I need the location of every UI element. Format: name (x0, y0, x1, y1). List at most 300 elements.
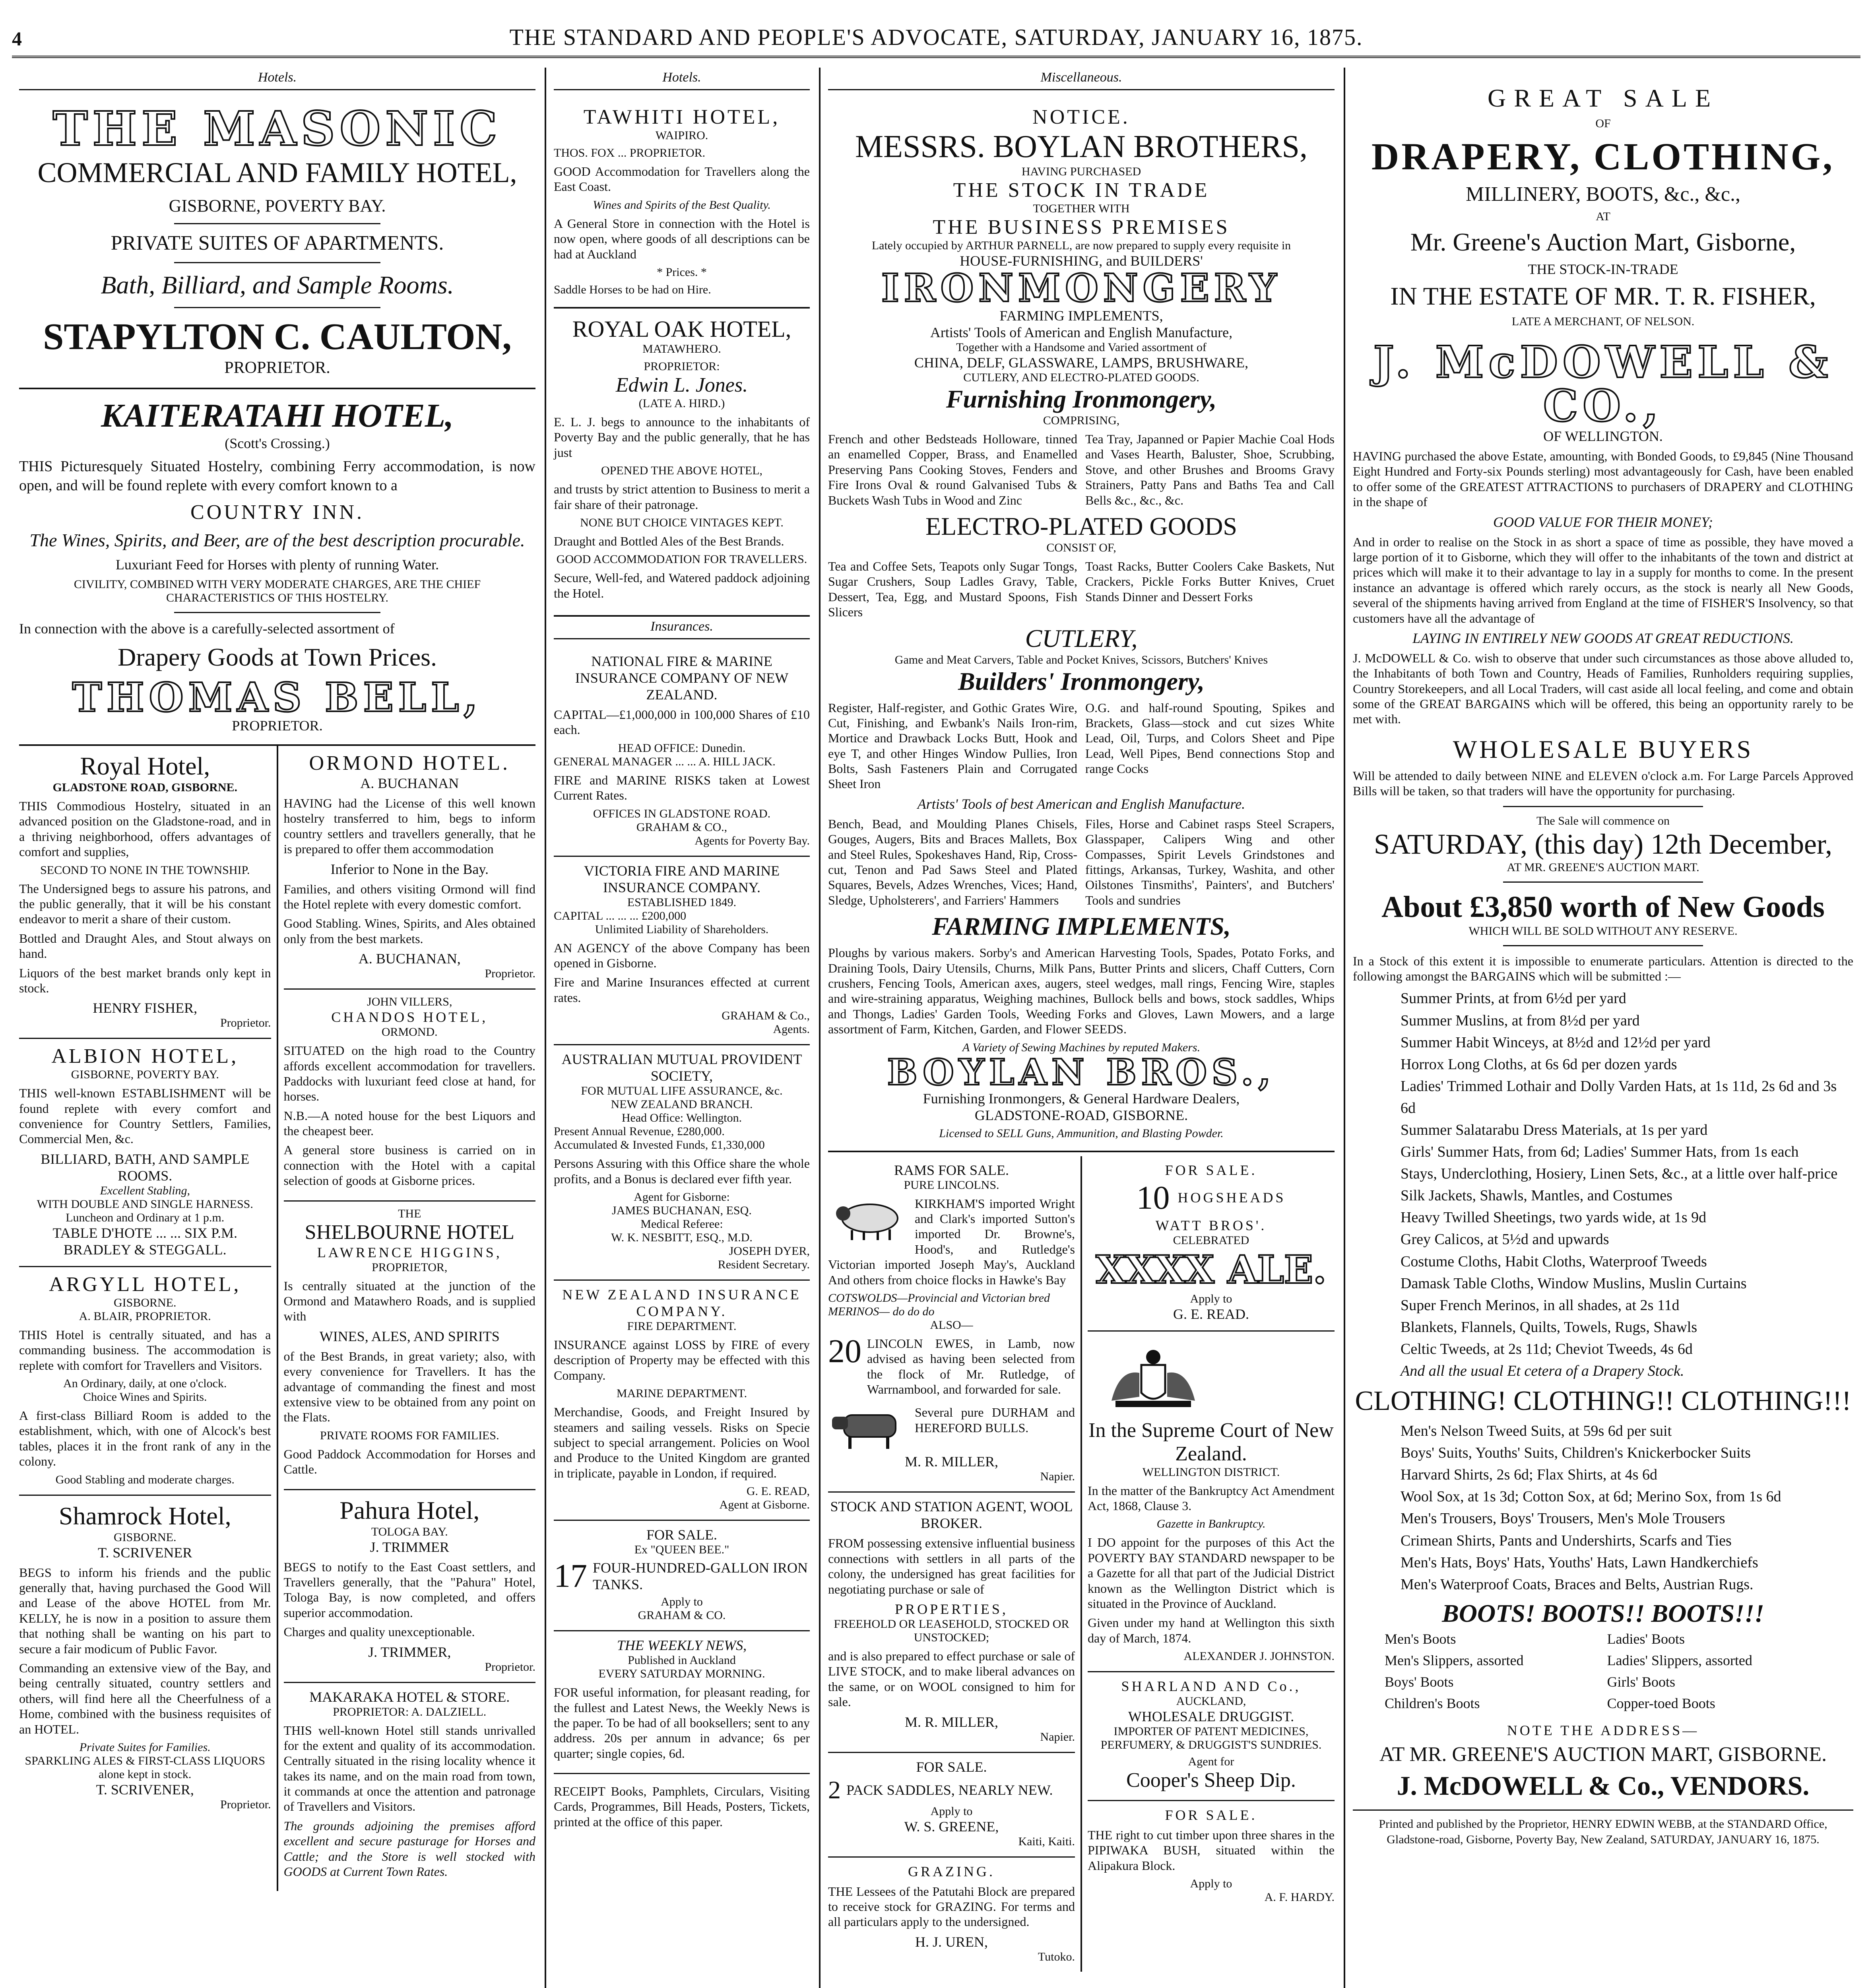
list-item: Silk Jackets, Shawls, Mantles, and Costumes (1401, 1187, 1672, 1204)
ad-xxxx-ale (1088, 1156, 1335, 1332)
court-given: Given under my hand at Wellington this sixth day of March, 1874. (1088, 1615, 1335, 1645)
victoria-title: VICTORIA FIRE AND MARINE INSURANCE COMPANY. (584, 862, 780, 895)
sale-saturday: SATURDAY, (this day) 12th December, (1373, 828, 1833, 860)
argyll-ordinary: An Ordinary, daily, at one o'clock. (63, 1377, 227, 1390)
royal-liquors: Liquors of the best market brands only kept in stock. (19, 965, 271, 995)
timber-name: A. F. HARDY. (1264, 1891, 1335, 1904)
timber-title: FOR SALE. (1165, 1807, 1257, 1823)
amp-subtitle: FOR MUTUAL LIFE ASSURANCE, &c. (581, 1084, 783, 1098)
tawhiti-saddle: Saddle Horses to be had on Hire. (554, 283, 711, 296)
shelbourne-body2: of the Best Brands, in great variety; also, with every convenience for Travellers. It has the advantage of commanding the finest and most extensive view to be obtained from any point on the Flats. (283, 1349, 535, 1425)
ormond-body2: Families, and others visiting Ormond will find the Hotel replete with every domestic comfort. (283, 881, 535, 911)
argyll-choice: Choice Wines and Spirits. (83, 1390, 207, 1404)
argyll-title: ARGYLL HOTEL, (49, 1273, 241, 1296)
chandos-body: SITUATED on the high road to the Country affords excellent accommodation for travellers. Paddocks with luxuriant feed close at hand, for horses. (283, 1043, 535, 1104)
rams-quantity: 20 (828, 1332, 861, 1370)
royal-body2: The Undersigned begs to assure his patrons, and the public generally, that it will be his constant endeavor to merit a share of their custom. (19, 881, 271, 926)
shamrock-title: Shamrock Hotel, (58, 1501, 231, 1530)
pahura-title: Pahura Hotel, (339, 1496, 480, 1524)
boylan-electro-list-left: Tea and Coffee Sets, Teapots only Sugar Tongs, Sugar Crushers, Soup Ladles Gravy, Table, Dessert, Tea, Egg, and Mustard Spoons, Fish Slicers (828, 559, 1077, 619)
shamrock-signature: T. SCRIVENER, (96, 1781, 194, 1798)
shelbourne-wines: WINES, ALES, AND SPIRITS (319, 1328, 500, 1344)
victoria-capital: CAPITAL ... ... ... £200,000 (554, 909, 687, 922)
tawhiti-store: A General Store in connection with the Hotel is now open, where goods of all descriptions can be had at Auckland (554, 216, 810, 261)
sale-body3: J. McDOWELL & Co. wish to observe that under such circumstances as those above alluded to, the Inhabitants of both Town and Country, Heads of Families, Runholders requiring supplies, Country Storekeepers, and all Local Traders, will cast aside all local feeling, and come and obtain some of the GREAT BARGAINS which will be offered, this being an opportunity rarely to be met with. (1353, 650, 1853, 726)
divider (174, 612, 381, 613)
boylan-tools: Artists' Tools of American and English Manufacture, (930, 324, 1233, 340)
forsale-quantity: 17 (554, 1557, 587, 1595)
nzic-title: NEW ZEALAND INSURANCE COMPANY. (562, 1286, 801, 1319)
kaiteratahi-sub: (Scott's Crossing.) (225, 435, 330, 451)
list-item: Blankets, Flannels, Quilts, Towels, Rugs, Shawls (1401, 1318, 1697, 1336)
albion-body: THIS well-known ESTABLISHMENT will be found replete with every comfort and convenience for Country Settlers, Families, Commercial Men, &c. (19, 1086, 271, 1146)
list-item: Boys' Boots (1385, 1673, 1454, 1690)
ad-timber-for-sale (1088, 1801, 1335, 1912)
boylan-china: CHINA, DELF, GLASSWARE, LAMPS, BRUSHWARE, (914, 355, 1249, 371)
pahura-body: BEGS to notify to the East Coast settlers, and Travellers generally, that the "Pahura" Hotel, Tologa Bay, is now completed, and offers superior accommodation. (283, 1559, 535, 1620)
stock-agent-properties: PROPERTIES, (895, 1601, 1008, 1617)
nzic-agent: G. E. READ, (746, 1485, 810, 1498)
misc-left-subcolumn (828, 1156, 1082, 1972)
boylan-cutlery: CUTLERY, (1025, 624, 1138, 652)
grazing-body: THE Lessees of the Patutahi Block are prepared to receive stock for GRAZING. For terms and all particulars apply to the undersigned. (828, 1884, 1075, 1929)
national-head: HEAD OFFICE: Dunedin. (618, 741, 746, 755)
newspaper-page (12, 12, 1860, 1988)
sale-bargains-list (1401, 988, 1853, 1382)
sharland-importer: IMPORTER OF PATENT MEDICINES, PERFUMERY, & DRUGGIST'S SUNDRIES. (1100, 1725, 1322, 1752)
court-title: In the Supreme Court of New Zealand. (1088, 1419, 1334, 1465)
sale-great: GREAT SALE (1487, 84, 1719, 112)
nzic-body: INSURANCE against LOSS by FIRE of every description of Property may be effected with this Company. (554, 1337, 810, 1382)
ad-sharland (1088, 1672, 1335, 1801)
grazing-place: Tutoko. (1038, 1950, 1075, 1963)
ad-chandos-hotel (284, 990, 536, 1202)
printer-imprint: Printed and published by the Proprietor, HENRY EDWIN WEBB, at the STANDARD Office, Gladstone-road, Gisborne, Poverty Bay, New Zealand, SATURDAY, JANUARY 16, 1875. (1353, 1809, 1853, 1847)
apply-label: Apply to (930, 1804, 973, 1818)
boylan-farming: FARMING IMPLEMENTS, (999, 308, 1163, 324)
ad-boylan-brothers (828, 98, 1335, 1152)
xxxx-agent: G. E. READ. (1173, 1306, 1249, 1322)
national-manager: GENERAL MANAGER ... ... A. HILL JACK. (554, 755, 776, 768)
pahura-name: J. TRIMMER (370, 1539, 449, 1555)
royal-oak-opened: OPENED THE ABOVE HOTEL, (601, 464, 763, 478)
sale-stock: THE STOCK-IN-TRADE (1528, 261, 1678, 277)
referee-label: Medical Referee: (640, 1217, 723, 1231)
boylan-builders: Builders' Ironmongery, (958, 667, 1205, 695)
royal-body: THIS Commodious Hostelry, situated in an advanced position on the Gladstone-road, and in a thriving neighborhood, offers advantages of comfort and supplies, (19, 799, 271, 859)
kaiteratahi-wines: The Wines, Spirits, and Beer, are of the best description procurable. (29, 530, 525, 550)
ormond-signature: A. BUCHANAN, (358, 951, 461, 967)
pahura-signature: J. TRIMMER, (368, 1644, 451, 1660)
list-item: Celtic Tweeds, at 2s 11d; Cheviot Tweeds, 4s 6d (1401, 1340, 1693, 1357)
packsaddles-title: FOR SALE. (916, 1759, 987, 1775)
list-item: Horrox Long Cloths, at 6s 6d per dozen yards (1401, 1056, 1677, 1073)
column-rule (819, 68, 821, 1988)
xxxx-title: FOR SALE. (1165, 1162, 1257, 1178)
national-risks: FIRE and MARINE RISKS taken at Lowest Current Rates. (554, 773, 810, 803)
victoria-established: ESTABLISHED 1849. (627, 895, 737, 909)
ormond-title: ORMOND HOTEL. (309, 752, 510, 775)
boylan-builders-list-right: O.G. and half-round Spouting, Spikes and Brackets, Glass—stock and cut sizes White Lead, Oil, Turps, and Colors Sheet and Pipe Lead, Well Pipes, Bend connections Stop and range Cocks (1085, 700, 1335, 776)
boylan-builders-list-left: Register, Half-register, and Gothic Grates Wire, Cut, Finishing, and Ewbank's Nails Iron-rim, Mortice and Drawback Locks Butt, Hook and eye T, and other Hinges Window Pullies, Iron Bolts, Sash Fasteners Plain and Corrugated Sheet Iron (828, 700, 1077, 791)
boylan-furnishing-list-left: French and other Bedsteads Holloware, tinned an enamelled Copper, Brass, and Enamelled Preserving Pans Cooking Stoves, Fenders and Fire Irons Oval & round Galvanised Tubs & Buckets Wash Tubs in Wood and Zinc (828, 432, 1077, 507)
ad-pack-saddles (828, 1753, 1075, 1858)
hotels-right-subcolumn (278, 746, 536, 1891)
shamrock-body: BEGS to inform his friends and the public generally that, having purchased the Good Will and Lease of the above HOTEL from Mr. KELLY, he is now in a position to assure them that nothing shall be wanting on his part to secure a fair modicum of Public Favor. (19, 1565, 271, 1656)
albion-harness: WITH DOUBLE AND SINGLE HARNESS. (37, 1197, 253, 1211)
boylan-licensed: Licensed to SELL Guns, Ammunition, and Blasting Powder. (939, 1126, 1224, 1140)
albion-place: GISBORNE, POVERTY BAY. (71, 1068, 219, 1081)
list-item: Super French Merinos, in all shades, at 2s 11d (1401, 1297, 1680, 1314)
kaiteratahi-feed: Luxuriant Feed for Horses with plenty of running Water. (115, 557, 439, 573)
proprietor-label: PROPRIETOR. (224, 359, 330, 377)
albion-proprietors: BRADLEY & STEGGALL. (63, 1241, 227, 1258)
divider (174, 307, 381, 308)
sale-body2: And in order to realise on the Stock in as short a space of time as possible, they have moved a large portion of it to Gisborne, which they will offer to the inhabitants of the town and district at prices which will make it to their advantage to lay in a supply for months to come. In the present instance an advantage is offered which rarely occurs, as the stock is nearly all New Goods, several of the shipments having arrived from England at the time of FISHER'S Insolvency, so that customers have all the advantage of (1353, 534, 1853, 625)
misc-right-subcolumn (1082, 1156, 1335, 1972)
argyll-stabling: Good Stabling and moderate charges. (55, 1473, 235, 1486)
list-item: Men's Trousers, Boys' Trousers, Men's Mole Trousers (1401, 1510, 1725, 1527)
boylan-ironmongery: IRONMONGERY (881, 266, 1282, 311)
sale-boots: BOOTS! BOOTS!! BOOTS!!! (1442, 1599, 1764, 1627)
shamrock-body2: Commanding an extensive view of the Bay, and being centrally situated, country settlers and others, will find here all the Cheerfulness of a Home, combined with the business requisites of an HOTEL. (19, 1660, 271, 1736)
ad-rams-for-sale (828, 1156, 1075, 1493)
stock-agent-place: Napier. (1040, 1730, 1075, 1743)
packsaddles-body: PACK SADDLES, NEARLY NEW. (846, 1782, 1053, 1798)
ad-supreme-court (1088, 1332, 1335, 1673)
ad-nz-insurance (554, 1281, 810, 1521)
boylan-sewing: A Variety of Sewing Machines by reputed Makers. (962, 1041, 1201, 1054)
tawhiti-title: TAWHITI HOTEL, (583, 106, 780, 128)
proprietor-label: Proprietor. (485, 967, 535, 980)
rams-signature: M. R. MILLER, (904, 1454, 998, 1470)
ad-albion-hotel (19, 1039, 271, 1267)
ad-tawhiti-hotel (554, 98, 810, 309)
boylan-consist: CONSIST OF, (1046, 541, 1116, 554)
sale-commence: The Sale will commence on (1536, 814, 1670, 827)
ormond-name: A. BUCHANAN (360, 775, 459, 791)
ram-illustration (828, 1194, 908, 1242)
albion-title: ALBION HOTEL, (51, 1045, 239, 1068)
boylan-cutlery-body: Game and Meat Carvers, Table and Pocket Knives, Scissors, Butchers' Knives (894, 653, 1268, 666)
proprietor-label: PROPRIETOR. (232, 718, 323, 734)
sharland-dip: Cooper's Sheep Dip. (1126, 1769, 1296, 1792)
list-item: Ladies' Boots (1607, 1631, 1685, 1647)
sharland-agent: Agent for (1188, 1755, 1234, 1769)
shamrock-name: T. SCRIVENER (98, 1544, 192, 1561)
amp-branch: NEW ZEALAND BRANCH. (611, 1098, 753, 1111)
national-capital: CAPITAL—£1,000,000 in 100,000 Shares of £10 each. (554, 707, 810, 737)
sale-millinery: MILLINERY, BOOTS, &c., &c., (1466, 183, 1740, 206)
list-item: Costume Cloths, Habit Cloths, Waterproof Tweeds (1401, 1253, 1707, 1270)
rams-title: RAMS FOR SALE. (894, 1162, 1009, 1178)
column-miscellaneous (821, 68, 1342, 1988)
hotels-two-column-block (19, 746, 535, 1891)
ad-grazing (828, 1858, 1075, 1972)
list-item: Men's Waterproof Coats, Braces and Belts, Austrian Rugs. (1401, 1576, 1754, 1593)
rams-also: ALSO— (930, 1318, 973, 1332)
divider (1503, 806, 1703, 807)
packsaddles-place: Kaiti, Kaiti. (1018, 1835, 1075, 1848)
masonic-suites: PRIVATE SUITES OF APARTMENTS. (111, 232, 444, 254)
masonic-proprietor: STAPYLTON C. CAULTON, (43, 316, 512, 357)
boylan-notice: NOTICE. (1032, 106, 1130, 128)
section-heading: Hotels. (19, 68, 535, 90)
list-item: Crimean Shirts, Pants and Undershirts, Scarfs and Ties (1401, 1532, 1732, 1549)
sale-value: GOOD VALUE FOR THEIR MONEY; (1493, 514, 1713, 530)
shamrock-ales: SPARKLING ALES & FIRST-CLASS LIQUORS alone kept in stock. (25, 1754, 266, 1781)
boylan-having: HAVING PURCHASED (1021, 165, 1141, 178)
sale-at: AT (1596, 210, 1610, 223)
amp-body: Persons Assuring with this Office share the whole profits, and a Bonus is declared ever fifth year. (554, 1156, 810, 1186)
ad-kaiteratahi-hotel (19, 389, 535, 746)
forsale-title: FOR SALE. (646, 1527, 718, 1543)
weekly-published: Published in Auckland (628, 1654, 736, 1667)
amp-secretary: JOSEPH DYER, (729, 1244, 810, 1258)
column-hotels-1 (12, 68, 543, 1988)
grazing-title: GRAZING. (908, 1863, 995, 1879)
grazing-signature: H. J. UREN, (915, 1934, 988, 1950)
chandos-title: CHANDOS HOTEL, (331, 1009, 488, 1025)
agent-label: Agent at Gisborne. (719, 1498, 810, 1512)
stock-agent-freehold: FREEHOLD OR LEASEHOLD, STOCKED OR UNSTOCKED; (834, 1617, 1069, 1644)
ad-stock-agent (828, 1493, 1075, 1753)
rams-place: Napier. (1040, 1470, 1075, 1483)
court-signature: ALEXANDER J. JOHNSTON. (1183, 1650, 1335, 1663)
argyll-proprietor: A. BLAIR, PROPRIETOR. (79, 1309, 211, 1323)
rams-ewes: LINCOLN EWES, in Lamb, now advised as having been selected from the flock of Mr. Rutledge, of Warrnambool, and forwarded for sale. (867, 1336, 1075, 1397)
ad-royal-oak-hotel (554, 309, 810, 617)
ad-tanks-for-sale (554, 1521, 810, 1631)
list-item: Copper-toed Boots (1607, 1695, 1715, 1711)
stock-agent-body: FROM possessing extensive influential business connections with settlers in all parts of the colony, the undersigned has great facilities for negotiating purchase or sale of (828, 1536, 1075, 1596)
list-item: Men's Hats, Boys' Hats, Youths' Hats, Lawn Handkerchiefs (1401, 1554, 1758, 1571)
boylan-cutlery-line: CUTLERY, AND ELECTRO-PLATED GOODS. (963, 371, 1199, 384)
royal-oak-body: E. L. J. begs to announce to the inhabitants of Poverty Bay and the public generally, that he has just (554, 414, 810, 460)
chandos-place: ORMOND. (381, 1025, 438, 1039)
sale-body1: HAVING purchased the above Estate, amounting, with Bonded Goods, to £9,845 (Nine Thousand Eight Hundred and Forty-six Pounds sterling) most advantageously for Cash, have been enabled to offer some of the GREATEST ATTRACTIONS to purchasers of DRAPERY and CLOTHING in the shape of (1353, 449, 1853, 509)
boylan-bros: BOYLAN BROS., (887, 1051, 1276, 1093)
ad-makaraka-hotel (284, 1683, 536, 1891)
ad-weekly-news (554, 1631, 810, 1774)
kaiteratahi-proprietor: THOMAS BELL, (72, 674, 483, 721)
sale-laying: LAYING IN ENTIRELY NEW GOODS AT GREAT REDUCTIONS. (1412, 630, 1794, 646)
boylan-furnishing-list-right: Tea Tray, Japanned or Papier Machie Coal Hods and Vases Hearth, Baluster, Shoe, Scrubbing, Stove, and other Brushes and Brooms Gravy Strainers, Patty Pans and Baths Tea and Call Bells &c., &c., &c. (1085, 432, 1335, 507)
sale-mcdowell: J. McDOWELL & CO., (1373, 336, 1833, 431)
sale-address: AT MR. GREENE'S AUCTION MART, GISBORNE. (1379, 1743, 1827, 1766)
boylan-furnishing: Furnishing Ironmongery, (946, 385, 1217, 413)
section-heading: Miscellaneous. (828, 68, 1335, 90)
boylan-premises: THE BUSINESS PREMISES (933, 216, 1230, 239)
list-item: Harvard Shirts, 2s 6d; Flax Shirts, at 4s 6d (1401, 1466, 1657, 1483)
page-number: 4 (12, 27, 22, 50)
boylan-messrs: MESSRS. BOYLAN BROTHERS, (855, 129, 1307, 164)
argyll-place: GISBORNE. (113, 1296, 177, 1309)
ad-victoria-insurance (554, 857, 810, 1046)
list-item: Wool Sox, at 1s 3d; Cotton Sox, at 6d; Merino Sox, from 1s 6d (1401, 1488, 1781, 1505)
masthead: THE STANDARD AND PEOPLE'S ADVOCATE, SATURDAY, JANUARY 16, 1875. (509, 24, 1363, 50)
ad-shelbourne-hotel (284, 1202, 536, 1490)
tawhiti-wines: Wines and Spirits of the Best Quality. (593, 198, 771, 212)
makaraka-body: THIS well-known Hotel still stands unrivalled for the extent and quality of its accommodation. Centrally situated in the rising locality whence it takes its name, and on the main road from town, it commands at once the attention and patronage of Travellers and Visitors. (283, 1723, 535, 1814)
proprietor-label: Proprietor. (220, 1016, 271, 1030)
sale-reserve: WHICH WILL BE SOLD WITHOUT ANY RESERVE. (1469, 924, 1738, 938)
timber-body: THE right to cut timber upon three shares in the PIPIWAKA BUSH, situated within the Alipakura Block. (1088, 1828, 1335, 1873)
albion-billiard: BILLIARD, BATH, AND SAMPLE ROOMS. (41, 1151, 250, 1184)
royal-oak-late: (LATE A. HIRD.) (638, 396, 725, 410)
list-item: Men's Slippers, assorted (1385, 1652, 1524, 1668)
weekly-body: FOR useful information, for pleasant reading, for the fullest and Latest News, the Weekly News is the paper. To be had of all booksellers; sent to any address. 20s per annum in advance; 6s per quarter; single copies, 6d. (554, 1685, 810, 1761)
agent-label: Agents for Poverty Bay. (694, 834, 810, 847)
sale-wholesale: WHOLESALE BUYERS (1453, 735, 1754, 763)
agent-label: Agents. (773, 1023, 810, 1036)
boylan-electro: ELECTRO-PLATED GOODS (925, 512, 1237, 540)
column-rule (1344, 68, 1345, 1988)
sale-clothing: CLOTHING! CLOTHING!! CLOTHING!!! (1355, 1386, 1851, 1417)
weekly-title: THE WEEKLY NEWS, (617, 1637, 747, 1654)
sale-note: NOTE THE ADDRESS— (1507, 1722, 1699, 1738)
boylan-artists-list-left: Bench, Bead, and Moulding Planes Chisels, Gouges, Augers, Bits and Braces Mallets, Box and Steel Rules, Spokeshaves Hand, Rip, Cross-cut, Tenon and Pad Saws Steel and Plated Squares, Bevels, Adzes Wrenches, Vices; Hand, Sledge, Upholsterers', and Farriers' Hammers (828, 816, 1077, 907)
bull-illustration (828, 1403, 908, 1451)
list-item: Ladies' Slippers, assorted (1607, 1652, 1752, 1668)
masonic-rooms: Bath, Billiard, and Sample Rooms. (101, 271, 454, 299)
rams-pure: PURE LINCOLNS. (904, 1178, 999, 1192)
boylan-address: GLADSTONE-ROAD, GISBORNE. (974, 1107, 1188, 1123)
list-item: Summer Salatarabu Dress Materials, at 1s per yard (1401, 1121, 1708, 1138)
kaiteratahi-civility: CIVILITY, COMBINED WITH VERY MODERATE CHARGES, ARE THE CHIEF CHARACTERISTICS OF THIS HOSTELRY. (74, 578, 481, 604)
boylan-farming-body: Ploughs by various makers. Sorby's and American Harvesting Tools, Spades, Potato Forks, and Draining Tools, Dairy Utensils, Churns, Milk Pans, Butter Prints and slicers, Chaff Cutters, Corn crushers, Fencing Tools, American axes, augers, steel wedges, mall rings, Fencing Wire, staples and wire-straining apparatus, Weighing machines, Bullock bells and bows, stock saddles, Whips and Thongs, Ladies' Garden Tools, Weeding Forks and Gloves, Lawn Mowers, and a large assortment of Farm, Kitchen, Garden, and Flower SEEDS. (828, 945, 1335, 1037)
sale-mart: Mr. Greene's Auction Mart, Gisborne, (1410, 228, 1796, 256)
shelbourne-title: SHELBOURNE HOTEL (305, 1221, 514, 1244)
tawhiti-proprietor: THOS. FOX ... PROPRIETOR. (554, 146, 706, 159)
column-great-sale (1346, 68, 1860, 1988)
ormond-body: HAVING had the License of this well known hostelry transferred to him, begs to inform country settlers and travellers generally, that he is prepared to offer them accommodation (283, 796, 535, 856)
divider (174, 223, 381, 224)
sale-estate: IN THE ESTATE OF MR. T. R. FISHER, (1390, 282, 1816, 310)
packsaddles-name: W. S. GREENE, (904, 1818, 999, 1835)
royal-second: SECOND TO NONE IN THE TOWNSHIP. (40, 863, 250, 877)
rams-cotswolds: COTSWOLDS—Provincial and Victorian bred (828, 1291, 1050, 1305)
boylan-artists-list-right: Files, Horse and Cabinet rasps Steel Scrapers, Glasspaper, Calipers Wing and other Compasses, Spirit Levels Grindstones and fittings, Arkansas, Turkey, Washita, and other Oilstones Tinsmiths', Painters', and Butchers' Tools and sundries (1085, 816, 1335, 907)
shelbourne-the: THE (398, 1207, 421, 1220)
national-offices: OFFICES IN GLADSTONE ROAD. (593, 807, 771, 820)
nzic-body2: Merchandise, Goods, and Freight Insured by steamers and sailing vessels. Risks on Specie subject to special arrangement. Policies on Wool and Produce to the United Kingdom are granted in triplicate, payable in London, if required. (554, 1405, 810, 1480)
amp-funds: Accumulated & Invested Funds, £1,330,000 (554, 1138, 765, 1152)
royal-oak-place: MATAWHERO. (642, 342, 721, 355)
royal-oak-paddock: Secure, Well-fed, and Watered paddock adjoining the Hotel. (554, 571, 810, 600)
packsaddles-quantity: 2 (828, 1775, 841, 1804)
list-item: Heavy Twilled Sheetings, two yards wide, at 1s 9d (1401, 1209, 1707, 1226)
royal-oak-title: ROYAL OAK HOTEL, (572, 316, 791, 342)
section-heading: Insurances. (554, 617, 810, 639)
weekly-every: EVERY SATURDAY MORNING. (598, 1667, 765, 1681)
kaiteratahi-drapery: Drapery Goods at Town Prices. (117, 643, 437, 671)
albion-stabling: Excellent Stabling, (100, 1184, 190, 1197)
shelbourne-rooms: PRIVATE ROOMS FOR FAMILIES. (320, 1429, 499, 1442)
shamrock-suites: Private Suites for Families. (79, 1740, 211, 1754)
royal-ales: Bottled and Draught Ales, and Stout always on hand. (19, 931, 271, 961)
boylan-lately: Lately occupied by ARTHUR PARNELL, are now prepared to supply every requisite in (871, 239, 1291, 252)
proprietor-label: Proprietor. (220, 1798, 271, 1811)
ad-pahura-hotel (284, 1490, 536, 1683)
proprietor-label: Proprietor. (485, 1660, 535, 1673)
makaraka-proprietor: PROPRIETOR: A. DALZIELL. (333, 1705, 487, 1718)
amp-head: Head Office: Wellington. (621, 1111, 742, 1125)
nzic-marine: MARINE DEPARTMENT. (616, 1387, 747, 1400)
boylan-dealers: Furnishing Ironmongers, & General Hardware Dealers, (923, 1090, 1240, 1107)
forsale-agent: GRAHAM & CO. (638, 1609, 726, 1622)
page-header (12, 12, 1860, 58)
chandos-nb: N.B.—A noted house for the best Liquors and the cheapest beer. (283, 1108, 535, 1138)
royal-oak-accom: GOOD ACCOMMODATION FOR TRAVELLERS. (556, 553, 807, 566)
forsale-tanks: FOUR-HUNDRED-GALLON IRON TANKS. (593, 1559, 808, 1592)
list-item: Girls' Boots (1607, 1673, 1676, 1690)
receipt-body: RECEIPT Books, Pamphlets, Circulars, Visiting Cards, Programmes, Bill Heads, Posters, Tickets, printed at the office of this paper. (554, 1784, 810, 1829)
sharland-wholesale: WHOLESALE DRUGGIST. (1128, 1708, 1294, 1725)
agent-label: Agent for Gisborne: (634, 1190, 730, 1204)
ad-argyll-hotel (19, 1267, 271, 1496)
shamrock-place: GISBORNE. (113, 1530, 177, 1544)
shelbourne-paddock: Good Paddock Accommodation for Horses and Cattle. (283, 1446, 535, 1477)
royal-place: GLADSTONE ROAD, GISBORNE. (52, 781, 238, 794)
sale-vendors: J. McDOWELL & Co., VENDORS. (1397, 1770, 1810, 1801)
pahura-charges: Charges and quality unexceptionable. (283, 1625, 475, 1639)
sale-wellington: OF WELLINGTON. (1543, 428, 1663, 444)
ad-national-insurance (554, 647, 810, 857)
list-item: Summer Prints, at from 6½d per yard (1401, 990, 1626, 1007)
shelbourne-name: LAWRENCE HIGGINS, (317, 1244, 502, 1260)
amp-agent: JAMES BUCHANAN, ESQ. (612, 1204, 752, 1217)
proprietor-label: PROPRIETOR, (372, 1260, 448, 1274)
makaraka-grounds: The grounds adjoining the premises afford excellent and secure pasturage for Horses and Cattle; and the Store is well stocked with GOODS at Current Town Rates. (283, 1818, 535, 1879)
royal-arms-crest (1088, 1341, 1219, 1413)
proprietor-label: PROPRIETOR: (644, 359, 720, 373)
list-item: Stays, Underclothing, Hosiery, Linen Sets, &c., at a little over half-price (1401, 1165, 1838, 1182)
royal-oak-body2: and trusts by strict attention to Business to merit a fair share of their patronage. (554, 482, 810, 512)
kaiteratahi-inn: COUNTRY INN. (190, 501, 364, 524)
kaiteratahi-title: KAITERATAHI HOTEL, (101, 397, 454, 434)
argyll-billiard: A first-class Billiard Room is added to the establishment, which, with one of Alcock's best tables, places it in the front rank of any in the colony. (19, 1408, 271, 1469)
rams-bulls: Several pure DURHAM and HEREFORD BULLS. (915, 1405, 1075, 1435)
masonic-subtitle: COMMERCIAL AND FAMILY HOTEL, (37, 157, 517, 188)
tawhiti-body: GOOD Accommodation for Travellers along the East Coast. (554, 164, 810, 194)
divider (174, 262, 381, 263)
boylan-farming-title: FARMING IMPLEMENTS, (932, 912, 1231, 941)
kaiteratahi-connection: In connection with the above is a carefully-selected assortment of (19, 621, 395, 637)
argyll-body: THIS Hotel is centrally situated, and has a commanding business. The accommodation is replete with comfort for Travellers and Visitors. (19, 1327, 271, 1373)
ad-masonic-hotel (19, 98, 535, 389)
pahura-place: TOLOGA BAY. (371, 1525, 448, 1538)
rams-body: KIRKHAM'S imported Wright and Clark's imported Sutton's imported Dr. Browne's, Hood's, and Rutledge's Victorian imported Joseph May's, Auckland And others from choice flocks in Hawke's Bay (828, 1196, 1075, 1287)
list-item: Summer Habit Winceys, at 8½d and 12½d per yard (1401, 1034, 1711, 1051)
boylan-stock: THE STOCK IN TRADE (953, 179, 1210, 202)
sale-drapery: DRAPERY, CLOTHING, (1371, 135, 1835, 178)
forsale-ex: Ex "QUEEN BEE." (634, 1543, 729, 1557)
ad-shamrock-hotel (19, 1496, 271, 1819)
chandos-name: JOHN VILLERS, (367, 995, 452, 1009)
list-item: Girls' Summer Hats, from 6d; Ladies' Summer Hats, from 1s each (1401, 1143, 1799, 1161)
tawhiti-place: WAIPIRO. (655, 129, 708, 142)
ad-ormond-hotel (284, 746, 536, 990)
sale-clothing-list (1401, 1420, 1853, 1596)
sale-at-mart: AT MR. GREENE'S AUCTION MART. (1507, 860, 1699, 874)
national-agent: GRAHAM & CO., (636, 820, 727, 834)
sale-late: LATE A MERCHANT, OF NELSON. (1511, 315, 1695, 328)
makaraka-title: MAKARAKA HOTEL & STORE. (309, 1689, 510, 1705)
sale-boots-lists (1353, 1628, 1853, 1714)
ad-royal-hotel (19, 746, 271, 1039)
amp-title: AUSTRALIAN MUTUAL PROVIDENT SOCIETY, (561, 1051, 802, 1084)
